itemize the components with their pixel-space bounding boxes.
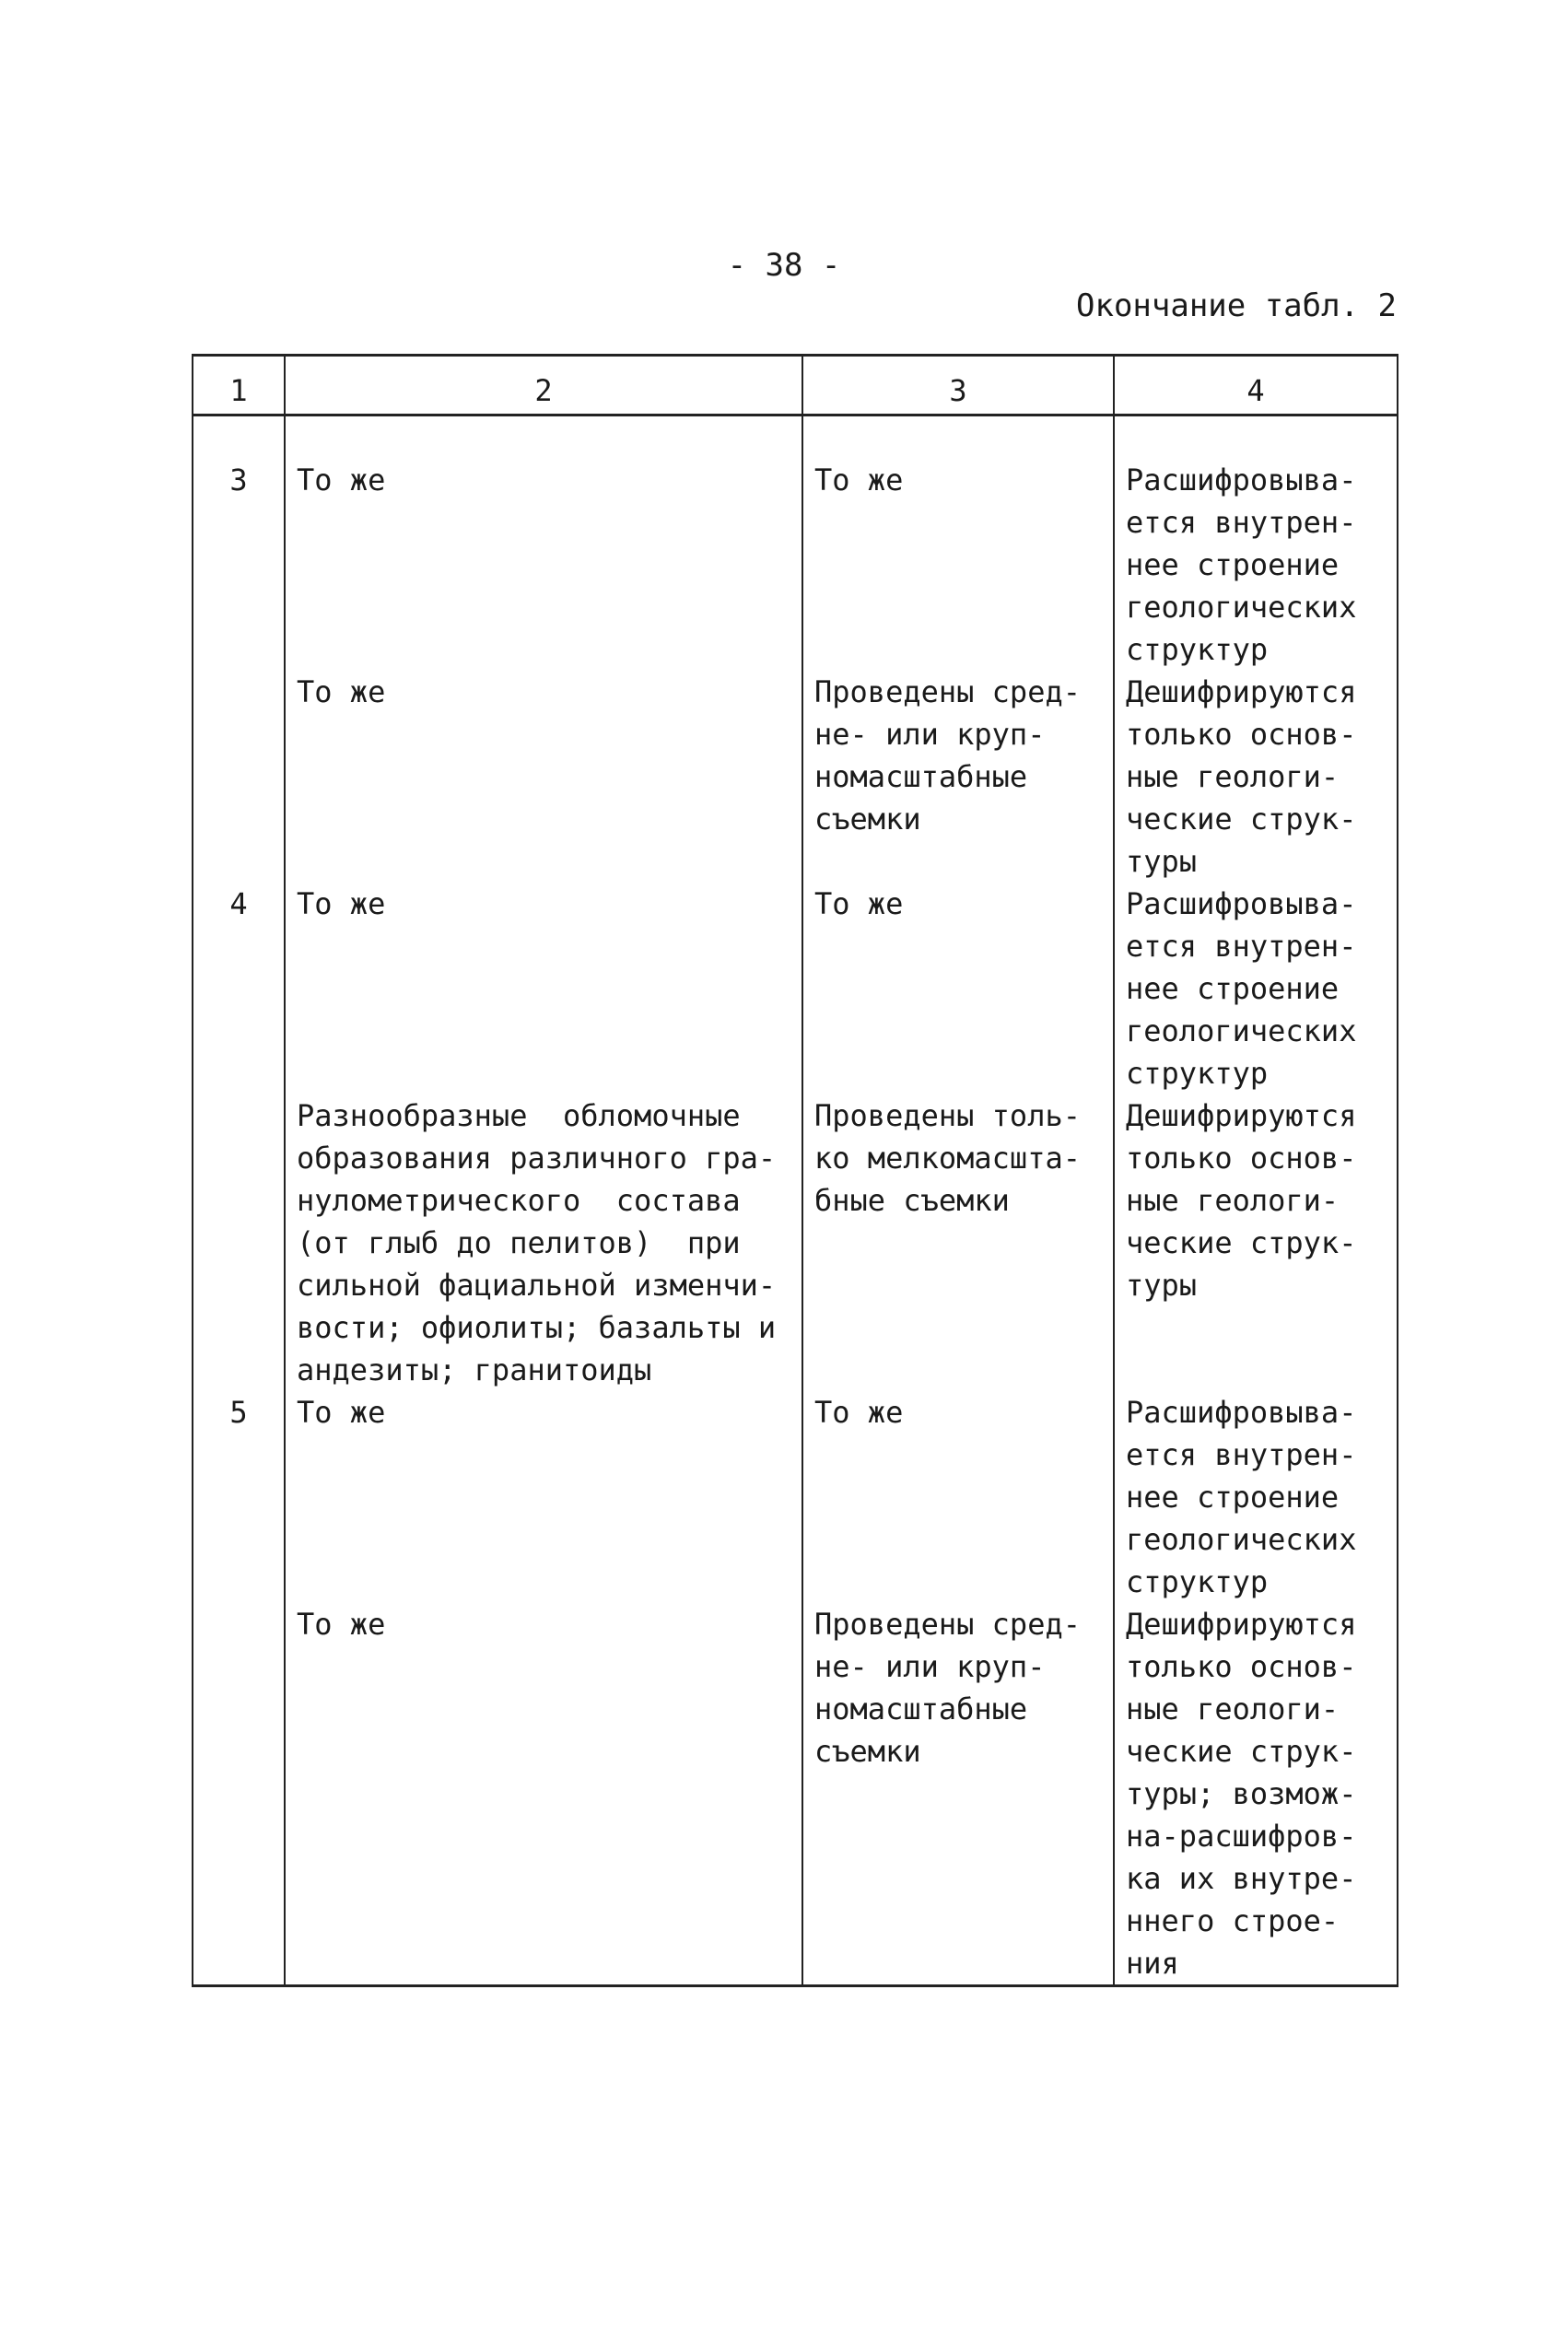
header-col-3: 3 [802, 356, 1114, 415]
cell-text-line: Проведены сред- [814, 1607, 1081, 1642]
cell-text-line: только основ- [1126, 1649, 1357, 1684]
table-row [193, 1603, 1398, 1986]
cell-text-line: Расшифровыва- [1126, 462, 1357, 497]
cell-text-line [205, 1094, 273, 1137]
table-row [193, 883, 1398, 1094]
cell-text-line: только основ- [1126, 1141, 1357, 1176]
cell-text-line: структур [1126, 632, 1269, 667]
table-cell-col-4 [1114, 1391, 1398, 1603]
table-cell-col-2 [285, 415, 802, 672]
cell-text-line: нулометрического состава [297, 1183, 741, 1218]
cell-text-line: То же [297, 462, 386, 497]
table-cell-col-3 [802, 671, 1114, 883]
page-number: - 38 - [727, 247, 841, 284]
cell-text-line: ческие струк- [1126, 1734, 1357, 1769]
data-table [192, 354, 1398, 1987]
table-row [193, 1094, 1398, 1391]
cell-text-line: ется внутрен- [1126, 505, 1357, 540]
cell-text-line: Дешифрируются [1126, 674, 1357, 709]
cell-text-line: геологических [1126, 1013, 1357, 1048]
cell-text-line: Проведены толь- [814, 1098, 1081, 1133]
table-row [193, 1391, 1398, 1603]
cell-text-line: номасштабные [814, 1691, 1028, 1726]
cell-text-line [205, 671, 273, 713]
cell-text-line: Дешифрируются [1126, 1607, 1357, 1642]
table-cell-col-1 [193, 1391, 285, 1603]
cell-text-line: съемки [814, 802, 921, 837]
table-cell-col-4 [1114, 415, 1398, 672]
cell-text-line: ется внутрен- [1126, 929, 1357, 964]
cell-text-line: нее строение [1126, 1480, 1340, 1515]
cell-text-line: (от глыб до пелитов) при [297, 1225, 741, 1260]
cell-text-line: туры [1126, 844, 1198, 879]
cell-text-line: 5 [229, 1395, 248, 1430]
header-col-1: 1 [193, 356, 285, 415]
table-row [193, 415, 1398, 672]
cell-text-line: образования различного гра- [297, 1141, 777, 1176]
table-cell-col-3 [802, 1094, 1114, 1391]
table-cell-col-3 [802, 1603, 1114, 1986]
cell-text-line: То же [814, 886, 904, 921]
table-cell-col-3 [802, 883, 1114, 1094]
cell-text-line: структур [1126, 1564, 1269, 1599]
cell-text-line: геологических [1126, 1522, 1357, 1557]
cell-text-line: То же [297, 674, 386, 709]
cell-text-line: ные геологи- [1126, 759, 1340, 794]
cell-text-line: Проведены сред- [814, 674, 1081, 709]
cell-text-line: Разнообразные обломочные [297, 1098, 741, 1133]
cell-text-line: сильной фациальной изменчи- [297, 1268, 777, 1303]
cell-text-line: ческие струк- [1126, 1225, 1357, 1260]
table-cell-col-2 [285, 1391, 802, 1603]
cell-text-line: 4 [229, 886, 248, 921]
table-frame [192, 354, 1397, 1987]
cell-text-line: ется внутрен- [1126, 1437, 1357, 1472]
table-cell-col-2 [285, 671, 802, 883]
table-cell-col-4 [1114, 883, 1398, 1094]
table-cell-col-1 [193, 1603, 285, 1986]
cell-text-line: нее строение [1126, 547, 1340, 582]
table-cell-col-4 [1114, 671, 1398, 883]
cell-text-line: на-расшифров- [1126, 1819, 1357, 1854]
cell-text-line: вости; офиолиты; базальты и [297, 1310, 777, 1345]
table-cell-col-3 [802, 1391, 1114, 1603]
table-cell-col-2 [285, 1094, 802, 1391]
cell-text-line: бные съемки [814, 1183, 1010, 1218]
cell-text-line: ния [1126, 1946, 1179, 1981]
table-cell-col-3 [802, 415, 1114, 672]
table-cell-col-2 [285, 883, 802, 1094]
table-caption: Окончание табл. 2 [1076, 287, 1397, 324]
cell-text-line: ные геологи- [1126, 1183, 1340, 1218]
header-col-2: 2 [285, 356, 802, 415]
cell-text-line: номасштабные [814, 759, 1028, 794]
cell-text-line: То же [297, 886, 386, 921]
table-cell-col-1 [193, 1094, 285, 1391]
cell-text-line: Расшифровыва- [1126, 1395, 1357, 1430]
header-col-4: 4 [1114, 356, 1398, 415]
table-cell-col-2 [285, 1603, 802, 1986]
cell-text-line: съемки [814, 1734, 921, 1769]
cell-text-line: То же [814, 1395, 904, 1430]
table-cell-col-4 [1114, 1094, 1398, 1391]
cell-text-line: Дешифрируются [1126, 1098, 1357, 1133]
cell-text-line: ка их внутре- [1126, 1861, 1357, 1896]
cell-text-line: нее строение [1126, 971, 1340, 1006]
cell-text-line: То же [297, 1607, 386, 1642]
cell-text-line: только основ- [1126, 717, 1357, 752]
table-cell-col-1 [193, 671, 285, 883]
table-row [193, 671, 1398, 883]
cell-text-line: геологических [1126, 590, 1357, 625]
cell-text-line [205, 1603, 273, 1645]
cell-text-line: ко мелкомасшта- [814, 1141, 1081, 1176]
cell-text-line: структур [1126, 1056, 1269, 1091]
table-body [193, 415, 1398, 1986]
header-row [193, 356, 1398, 415]
cell-text-line: 3 [229, 462, 248, 497]
cell-text-line: ннего строе- [1126, 1903, 1340, 1938]
cell-text-line: не- или круп- [814, 1649, 1046, 1684]
cell-text-line: туры [1126, 1268, 1198, 1303]
cell-text-line: туры; возмож- [1126, 1776, 1357, 1811]
table-cell-col-1 [193, 883, 285, 1094]
cell-text-line: Расшифровыва- [1126, 886, 1357, 921]
cell-text-line: андезиты; гранитоиды [297, 1352, 652, 1387]
cell-text-line: не- или круп- [814, 717, 1046, 752]
cell-text-line: То же [297, 1395, 386, 1430]
table-cell-col-1 [193, 415, 285, 672]
cell-text-line: ные геологи- [1126, 1691, 1340, 1726]
cell-text-line: ческие струк- [1126, 802, 1357, 837]
table-cell-col-4 [1114, 1603, 1398, 1986]
cell-text-line: То же [814, 462, 904, 497]
